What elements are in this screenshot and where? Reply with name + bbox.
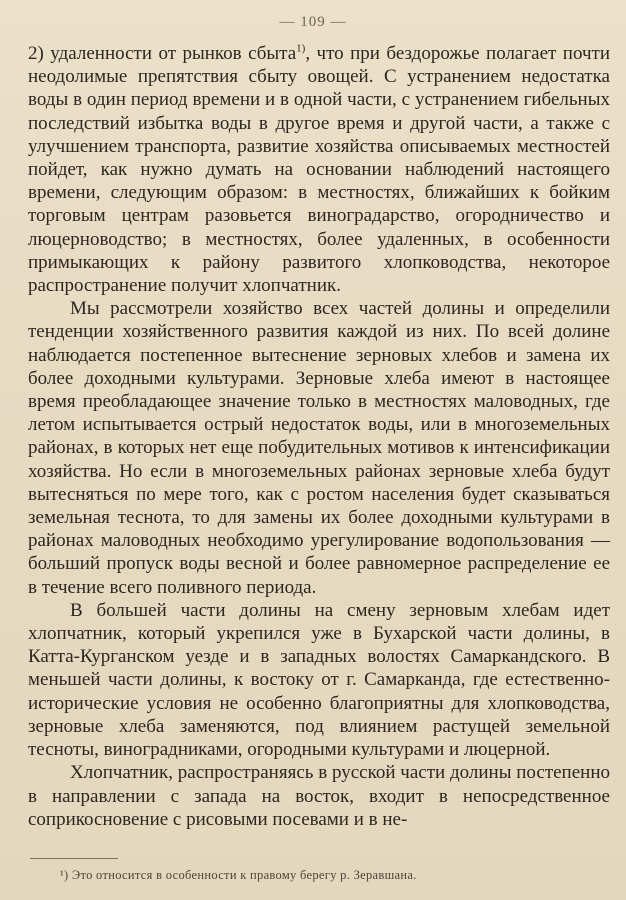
paragraph-1 xyxy=(28,42,610,297)
paragraph-1-start: 2) удаленности от рынков сбыта xyxy=(28,43,297,64)
paragraph-2: Мы рассмотрели хозяйство всех частей долины и определили тенденции хозяйственного развития каждой из них. По всей долине наблюдается постепенное вытеснение зерновых хлебов и замена их более доходными культурами. Зерновые хлеба имеют в настоящее время преобладающее значение только в местностях маловодных, где летом испытывается острый недостаток воды, или в многоземельных районах, в которых нет еще побудительных мотивов к интенсификации хозяйства. Но если в многоземельных районах зерновые хлеба будут вытесняться по мере того, как с ростом населения будет сказываться земельная теснота, то для замены их более доходными культурами в районах маловодных необходимо урегулирование водопользования — больший пропуск воды весной и более равномерное распределение ее в течение всего поливного периода. xyxy=(28,298,610,598)
footnote-divider xyxy=(30,858,118,859)
body-text xyxy=(28,42,610,831)
paragraph-4: Хлопчатник, распространяясь в русской части долины постепенно в направлении с запада на восток, входит в непосредственное соприкосновение с рисовыми посевами и в не- xyxy=(28,762,610,830)
paragraph-1-rest: , что при бездорожье полагает почти неодолимые препятствия сбыту овощей. С устранением недостатка воды в один период времени и в одной части, с устранением гибельных последствий избытка воды в другое время и другой части, а также с улучшением транспорта, развитие хозяйства описываемых местностей пойдет, как нужно думать на основании наблюдений настоящего времени, следующим образом: в местностях, ближайших к бойким торговым центрам разовьется виноградарство, огородничество и люцерноводство; в местностях, более удаленных, в особенности примыкающих к району развитого хлопководства, некоторое распространение получит хлопчатник. xyxy=(28,43,610,297)
page-number: — 109 — xyxy=(279,14,347,30)
footnote-reference: 1) xyxy=(296,42,306,55)
footnote: ¹) Это относится в особенности к правому берегу р. Зеравшана. xyxy=(60,868,417,882)
paragraph-3: В большей части долины на смену зерновым хлебам идет хлопчатник, который укрепился уже в Бухарской части долины, в Катта-Курганском уезде и в западных волостях Самаркандского. В меньшей части долины, к востоку от г. Самарканда, где естественно-исторические условия не особенно благоприятны для хлопководства, зерновые хлеба заменяются, под влиянием растущей земельной тесноты, виноградниками, огородными культурами и люцерной. xyxy=(28,599,610,761)
